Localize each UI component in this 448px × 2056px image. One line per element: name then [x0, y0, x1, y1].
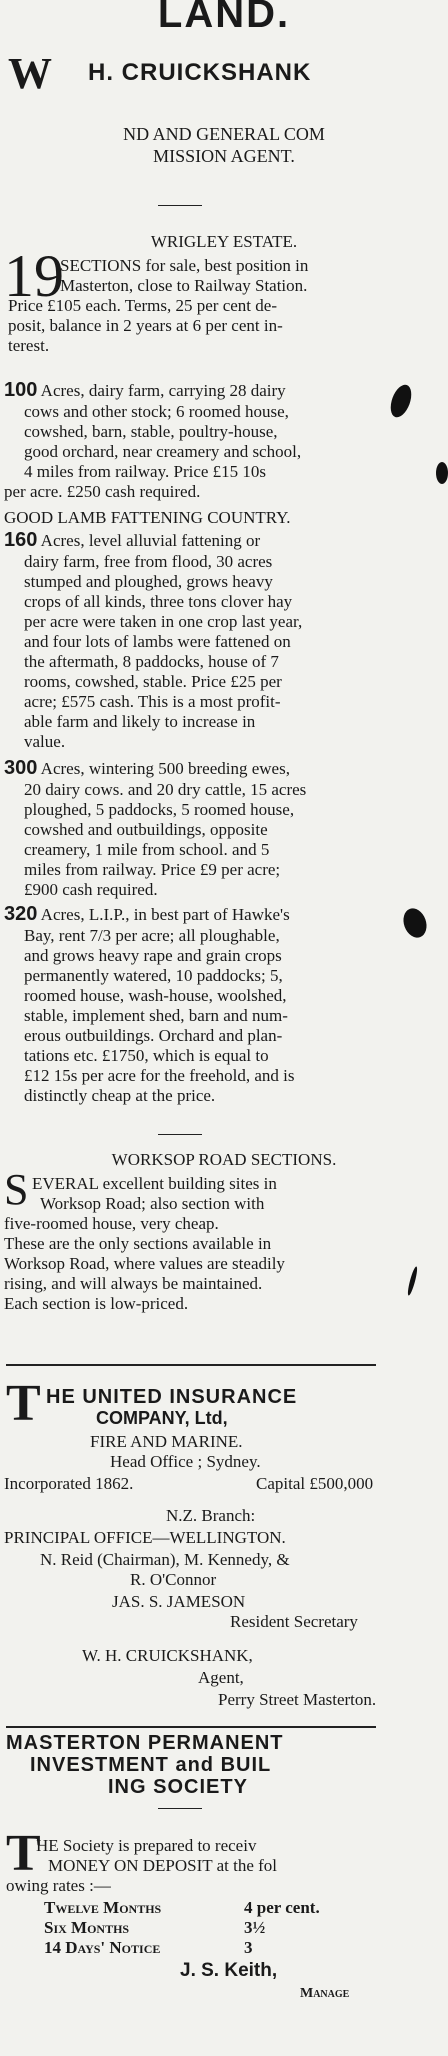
incorporated: Incorporated 1862.	[4, 1474, 134, 1493]
worksop-line: Each section is low-priced.	[4, 1294, 189, 1313]
farm-300-line: cowshed and outbuildings, opposite	[24, 820, 268, 839]
role-line-2: MISSION AGENT.	[153, 146, 295, 166]
wrigley-line: terest.	[8, 336, 50, 355]
farm-320-line: stable, implement shed, barn and num-	[24, 1006, 288, 1025]
farm-160-number: 160	[4, 529, 38, 551]
farm-160-line: the aftermath, 8 paddocks, house of 7	[24, 652, 279, 671]
farm-320-line: and grows heavy rape and grain crops	[24, 946, 282, 965]
worksop-line: rising, and will always be maintained.	[4, 1274, 263, 1293]
role-line-1: ND AND GENERAL COM	[123, 124, 325, 144]
farm-320-line: roomed house, wash-house, woolshed,	[24, 986, 287, 1005]
farm-160-line: crops of all kinds, three tons clover hay	[24, 592, 293, 611]
farm-160-line: acre; £575 cash. This is a most profit-	[24, 692, 281, 711]
farm-160-line: value.	[24, 732, 66, 751]
worksop-line: EVERAL excellent building sites in	[32, 1174, 277, 1193]
rate-term: Six Months	[44, 1918, 130, 1937]
insurance-title: HE UNITED INSURANCE	[46, 1386, 298, 1408]
farm-300-number: 300	[4, 757, 38, 779]
farm-100-line: 100 Acres, dairy farm, carrying 28 dairy	[4, 379, 286, 401]
farm-160-line: stumped and ploughed, grows heavy	[24, 572, 273, 591]
worksop-title: WORKSOP ROAD SECTIONS.	[111, 1150, 337, 1169]
rate-term: 14 Days' Notice	[44, 1938, 161, 1957]
signer: J. S. Keith,	[180, 1960, 278, 1981]
investment-dropcap: T	[6, 1825, 41, 1882]
farm-300-line: 300 Acres, wintering 500 breeding ewes,	[4, 757, 290, 779]
agent-title: Agent,	[198, 1668, 244, 1687]
farm-300-line: creamery, 1 mile from school. and 5	[24, 840, 270, 859]
ink-blot	[400, 905, 431, 941]
farm-320-line: Bay, rent 7/3 per acre; all ploughable,	[24, 926, 280, 945]
farm-160-line: and four lots of lambs were fattened on	[24, 632, 291, 651]
secretary-name: JAS. S. JAMESON	[112, 1592, 246, 1611]
farm-100-line: 4 miles from railway. Price £15 10s	[24, 462, 267, 481]
worksop-dropcap: S	[4, 1165, 29, 1214]
worksop-line: Worksop Road; also section with	[40, 1194, 265, 1213]
farm-320-line: permanently watered, 10 paddocks; 5,	[24, 966, 283, 985]
farm-320-line: distinctly cheap at the price.	[24, 1086, 216, 1105]
farm-160-line: 160 Acres, level alluvial fattening or	[4, 529, 261, 551]
wrigley-line: posit, balance in 2 years at 6 per cent in-	[8, 316, 283, 335]
land-heading: LAND.	[157, 0, 291, 36]
principal-office: PRINCIPAL OFFICE—WELLINGTON.	[4, 1528, 286, 1547]
divider	[158, 1134, 202, 1135]
ink-blot	[436, 462, 448, 484]
farm-160-line: able farm and likely to increase in	[24, 712, 256, 731]
wrigley-line: SECTIONS for sale, best position in	[60, 256, 309, 275]
farm-320-line: 320 Acres, L.I.P., in best part of Hawke's	[4, 903, 290, 925]
section-rule	[6, 1364, 376, 1366]
farm-100-line: per acre. £250 cash required.	[4, 482, 201, 501]
farm-300-line: £900 cash required.	[24, 880, 158, 899]
secretary-title: Resident Secretary	[230, 1612, 358, 1631]
divider	[158, 205, 202, 206]
investment-intro: owing rates :—	[6, 1876, 111, 1895]
good-lamb-heading: GOOD LAMB FATTENING COUNTRY.	[4, 508, 291, 527]
ink-blot	[387, 382, 416, 420]
worksop-line: five-roomed house, very cheap.	[4, 1214, 219, 1233]
investment-title: INVESTMENT and BUIL	[30, 1754, 272, 1776]
farm-100-line: good orchard, near creamery and school,	[24, 442, 302, 461]
farm-320-number: 320	[4, 903, 38, 925]
capital: Capital £500,000	[256, 1474, 374, 1493]
insurance-dropcap: T	[6, 1375, 41, 1432]
farm-100-line: cows and other stock; 6 roomed house,	[24, 402, 289, 421]
section-rule	[6, 1726, 376, 1728]
wrigley-dropcap: 19	[4, 243, 64, 309]
rate-value: 4 per cent.	[244, 1898, 320, 1917]
investment-intro: MONEY ON DEPOSIT at the fol	[48, 1856, 278, 1875]
rate-value: 3½	[244, 1918, 266, 1937]
agent-name: H. CRUICKSHANK	[88, 59, 312, 86]
ink-blot	[406, 1266, 419, 1296]
investment-title: MASTERTON PERMANENT	[6, 1732, 284, 1754]
insurance-subtitle: COMPANY, Ltd,	[96, 1408, 228, 1428]
divider	[158, 1808, 202, 1809]
head-office: Head Office ; Sydney.	[110, 1452, 261, 1471]
rate-value: 3	[244, 1938, 253, 1957]
worksop-line: Worksop Road, where values are steadily	[4, 1254, 285, 1273]
investment-title: ING SOCIETY	[108, 1776, 248, 1798]
wrigley-line: Price £105 each. Terms, 25 per cent de-	[8, 296, 277, 315]
farm-160-line: per acre were taken in one crop last year,	[24, 612, 303, 631]
farm-100-line: cowshed, barn, stable, poultry-house,	[24, 422, 278, 441]
fire-marine: FIRE AND MARINE.	[90, 1432, 243, 1451]
farm-100-number: 100	[4, 379, 38, 401]
farm-300-line: miles from railway. Price £9 per acre;	[24, 860, 281, 879]
name-initial: W	[8, 49, 52, 98]
farm-320-line: £12 15s per acre for the freehold, and is	[24, 1066, 295, 1085]
agent-name: W. H. CRUICKSHANK,	[82, 1646, 253, 1665]
farm-300-line: 20 dairy cows. and 20 dry cattle, 15 acres	[24, 780, 307, 799]
wrigley-line: Masterton, close to Railway Station.	[60, 276, 308, 295]
agent-address: Perry Street Masterton.	[218, 1690, 377, 1709]
worksop-line: These are the only sections available in	[4, 1234, 272, 1253]
directors: R. O'Connor	[130, 1570, 217, 1589]
signer-title: Manage	[300, 1986, 350, 2001]
farm-160-line: rooms, cowshed, stable. Price £25 per	[24, 672, 282, 691]
rate-term: Twelve Months	[44, 1898, 162, 1917]
farm-160-line: dairy farm, free from flood, 30 acres	[24, 552, 273, 571]
farm-320-line: erous outbuildings. Orchard and plan-	[24, 1026, 283, 1045]
directors: N. Reid (Chairman), M. Kennedy, &	[40, 1550, 290, 1569]
farm-320-line: tations etc. £1750, which is equal to	[24, 1046, 269, 1065]
wrigley-title: WRIGLEY ESTATE.	[150, 232, 298, 251]
nz-branch: N.Z. Branch:	[166, 1506, 256, 1525]
investment-intro: HE Society is prepared to receiv	[36, 1836, 257, 1855]
farm-300-line: ploughed, 5 paddocks, 5 roomed house,	[24, 800, 295, 819]
